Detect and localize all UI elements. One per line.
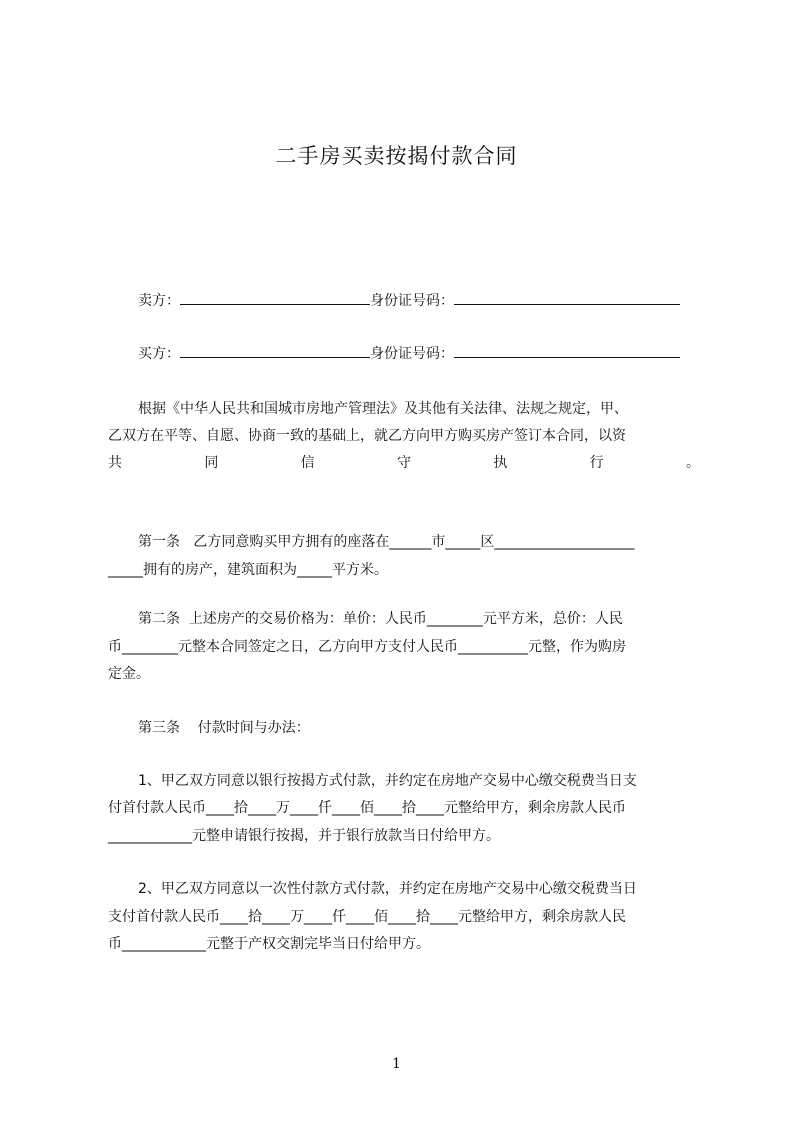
buyer-name-blank[interactable] [180,343,370,358]
seller-name-blank[interactable] [180,290,370,305]
seller-id-label: 身份证号码： [370,293,454,309]
preamble-line-3 [108,453,700,473]
clause1-line-3: ____________元整申请银行按揭，并于银行放款当日付给甲方。 [108,828,500,844]
buyer-id-label: 身份证号码： [370,346,454,362]
preamble-char: 行 [589,455,604,471]
document-title: 二手房买卖按揭付款合同 [275,144,518,168]
preamble-char: 共 [108,455,122,471]
clause2-line-1: 2、甲乙双方同意以一次性付款方式付款，并约定在房地产交易中心缴交税费当日 [138,881,637,897]
preamble-char: 。 [685,455,700,471]
article1-line-1: 第一条 乙方同意购买甲方拥有的座落在______市_____区____________________ [138,534,635,550]
buyer-line [138,343,680,364]
article2-line-3: 定金。 [108,666,150,682]
seller-id-blank[interactable] [454,290,680,305]
article2-line-2: 币________元整本合同签定之日，乙方向甲方支付人民币__________元整，作为购房 [108,639,626,655]
seller-label: 卖方： [138,293,180,309]
clause2-line-2: 支付首付款人民币____拾____万____仟____佰____拾____元整给甲方，剩余房款人民 [108,909,626,925]
preamble-char: 守 [396,455,411,471]
preamble-line-2: 乙双方在平等、自愿、协商一致的基础上，就乙方向甲方购买房产签订本合同，以资 [108,428,626,444]
preamble-char: 信 [300,455,315,471]
page-number: 1 [392,1056,401,1072]
preamble-char: 执 [493,455,508,471]
article3-heading: 第三条 付款时间与办法： [138,720,310,736]
article2-line-1: 第二条 上述房产的交易价格为：单价：人民币________元平方米，总价：人民 [138,611,623,627]
preamble-line-1: 根据《中华人民共和国城市房地产管理法》及其他有关法律、法规之规定，甲、 [138,401,628,417]
buyer-id-blank[interactable] [454,343,680,358]
buyer-label: 买方： [138,346,180,362]
article1-line-2: _____拥有的房产，建筑面积为_____平方米。 [108,562,388,578]
seller-line [138,290,680,311]
clause1-line-2: 付首付款人民币____拾____万____仟____佰____拾____元整给甲方，剩余房款人民币 [108,800,626,816]
preamble-char: 同 [204,455,219,471]
clause2-line-3: 币____________元整于产权交割完毕当日付给甲方。 [108,936,430,952]
clause1-line-1: 1、甲乙双方同意以银行按揭方式付款，并约定在房地产交易中心缴交税费当日支 [138,773,637,789]
